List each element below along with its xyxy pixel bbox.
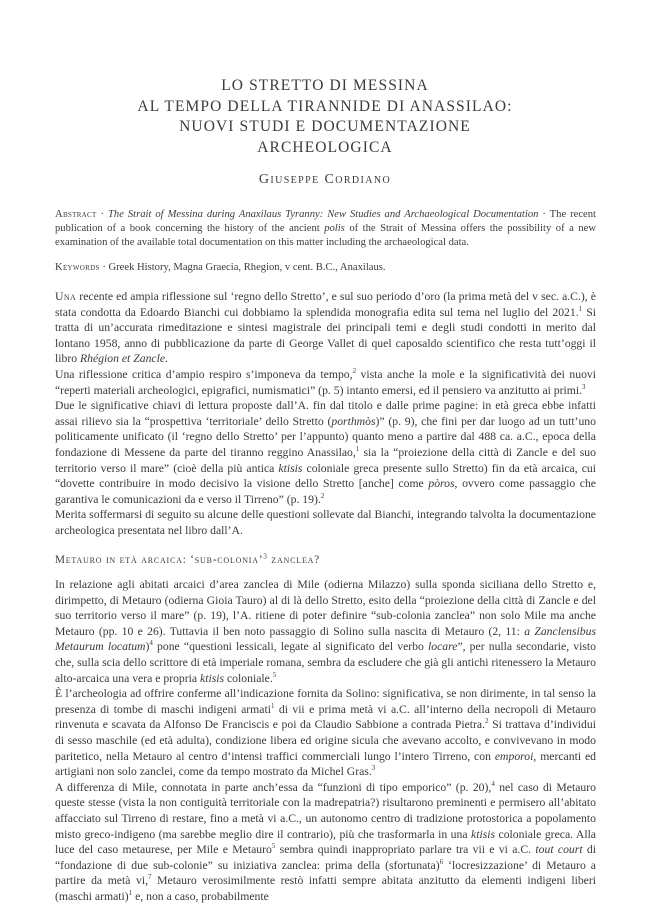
book-title: Rhégion et Zancle <box>80 352 166 366</box>
abstract-english-title: The Strait of Messina during Anaxilaus Tyranny: New Studies and Archaeological Documentation <box>108 209 539 220</box>
abstract-block <box>55 208 596 250</box>
term-ktisis: ktisis <box>200 671 225 685</box>
paragraph-3-text-c: sia la “proiezione della città di Zancle e del suo territorio verso il mare” (cioè della più antica <box>55 445 596 475</box>
term-emporoi: emporoi <box>494 749 534 763</box>
footnote-ref: 1 <box>270 701 275 710</box>
abstract-label: Abstract <box>55 209 97 220</box>
keywords-label: Keywords <box>55 262 100 273</box>
article-body <box>55 289 596 905</box>
article-author: Giuseppe Cordiano <box>258 172 392 187</box>
footnote-ref: 4 <box>491 779 495 788</box>
paragraph-2-text-a: Una riflessione critica d’ampio respiro s’imponeva da tempo, <box>55 367 353 381</box>
paragraph-1-text-b: Si tratta di un’accurata rimeditazione e sintesi magistrale dei principali temi e degli studi condotti in merito dal lontano 1958, anno di pubblicazione da parte di George Vallet di quel caposaldo scientifico che resta tutt’oggi il libro <box>55 305 597 366</box>
footnote-ref: 5 <box>272 670 277 679</box>
paragraph-6-text-c: Si trattava d’individui di sesso maschile (ed età adulta), condizione libera ed origine sicula che avevano accolto, e convivevano in modo paritetico, nella Metauro al centro d’intensi traffici commerciali lungo l’intero Tirreno, con <box>55 718 596 763</box>
paragraph-3-text-d: coloniale greca presente sullo Stretto) fin da età arcaica, cui “dovette contribuire in modo decisivo la visione dello Stretto [anche] come <box>55 461 596 491</box>
abstract-text-b: of the Strait of Messina offers the possibility of a new examination of the available total documentation on this matter including the archaeological data. <box>55 223 596 248</box>
paragraph-7-text-h: e, non a caso, probabilmente <box>132 889 269 903</box>
paragraph-5 <box>55 577 596 686</box>
paragraph-5-text-c: pone “questioni lessicali, legate al significato del verbo <box>152 640 428 654</box>
title-line-2: AL TEMPO DELLA TIRANNIDE DI ANASSILAO: <box>137 97 513 115</box>
footnote-ref: 6 <box>439 857 444 866</box>
section-heading-text-b: zanclea? <box>267 553 320 566</box>
paragraph-6 <box>55 686 596 780</box>
term-tout-court: tout court <box>535 843 583 857</box>
latin-quote: a Zanclensibus Metaurum locatum <box>55 624 597 654</box>
paragraph-1-text-c: . <box>165 352 168 366</box>
abstract-separator: · <box>96 209 109 220</box>
footnote-ref: 2 <box>320 491 325 500</box>
footnote-ref: 2 <box>352 367 357 376</box>
section-heading-text-a: Metauro in età arcaica: ‘sub-colonia’ <box>55 553 264 566</box>
paragraph-7-text-e: di “fondazione di due sub-colonie” su iniziativa zanclea: prima della (sfortunata) <box>55 843 596 872</box>
section-heading <box>55 553 596 569</box>
paragraph-1-lead: Una <box>55 290 77 303</box>
paragraph-5-text-d: ”, per nulla secondarie, visto che, sulla scia dello scrittore di età imperiale romana, sembra da escludere che già gli antichi ritenessero la Metauro alto-arcaica una vera e propria <box>55 640 597 685</box>
footnote-ref: 1 <box>128 889 133 898</box>
paragraph-3 <box>55 398 596 507</box>
footnote-ref: 3 <box>263 551 268 560</box>
footnote-ref: 2 <box>485 717 489 726</box>
paragraph-3-text-a: Due le significative chiavi di lettura proposte dall’A. fin dal titolo e dalle prime pagine: in età greca ebbe infatti assai rilievo sia la “prospettiva ‘territoriale’ dello Stretto ( <box>55 399 596 428</box>
paragraph-3-text-e: , ovvero come passaggio che garantiva le comunicazioni da e verso il Tirreno” (p. 19). <box>55 477 596 506</box>
paragraph-1 <box>55 289 596 367</box>
article-title <box>0 76 650 158</box>
title-line-4: ARCHEOLOGICA <box>257 138 393 156</box>
term-locare: locare <box>428 640 458 654</box>
paragraph-2 <box>55 367 596 398</box>
paragraph-5-text-e: coloniale. <box>224 671 273 685</box>
paragraph-6-text-a: È l’archeologia ad offrire conferme all’indicazione fornita da Solino: significativa, se non dirimente, in tal senso la presenza di tombe di maschi indigeni armati <box>55 687 596 716</box>
footnote-ref: 1 <box>578 304 583 313</box>
footnote-ref: 3 <box>371 764 376 773</box>
abstract-text-a: · The recent publication of a book concerning the history of the ancient <box>55 209 596 234</box>
term-ktisis: ktisis <box>471 827 496 841</box>
abstract-polis: polis <box>324 223 345 234</box>
paragraph-3-text-b: )” (p. 9), che fini per dar luogo ad un tutt’uno politicamente unificato (il ‘regno dello Stretto’ per l’appunto) quanto meno a partire dal 488 ca. a.C., epoca della fondazione di Messene da parte del tiranno reggino Anassilao, <box>55 414 596 459</box>
paragraph-7-text-d: sembra quindi inappropriato parlare tra vii e vi a.C. <box>275 843 536 857</box>
title-line-3: NUOVI STUDI E DOCUMENTAZIONE <box>179 118 471 135</box>
term-porthmos: porthmòs <box>331 414 376 428</box>
term-poros: pòros <box>428 477 455 491</box>
paragraph-6-text-b: di vii e prima metà vi a.C. all’interno della necropoli di Metauro rinvenuta e scavata da Alfonso De Franciscis e poi da Claudio Sabbione a contrada Pietra. <box>55 702 596 732</box>
paragraph-6-text-d: , mercanti ed artigiani non solo zanclei, come da tempo mostrato da Michel Gras. <box>55 749 596 779</box>
paragraph-7 <box>55 780 596 905</box>
keywords-text: · Greek History, Magna Graecia, Rhegion, v cent. B.C., Anaxilaus. <box>99 262 386 273</box>
footnote-ref: 4 <box>149 639 153 648</box>
paragraph-5-text-b: ) <box>145 640 150 654</box>
paragraph-1-text-a: recente ed ampia riflessione sul ‘regno dello Stretto’, e sul suo periodo d’oro (la prima metà del v sec. a.C.), è stata condotta da Edoardo Bianchi cui dobbiamo la splendida monografia edita sul tema nel luglio del 2021. <box>55 290 596 319</box>
paragraph-2-text-b: vista anche la mole e la significatività dei nuovi “reperti materiali archeologici, epigrafici, numismatici” (p. 5) intanto emersi, ed il pensiero va anzitutto ai primi. <box>55 367 597 397</box>
paragraph-7-text-a: A differenza di Mile, connotata in parte anch’essa da “funzioni di tipo emporico” (p. 20), <box>55 780 492 794</box>
footnote-ref: 3 <box>582 382 586 391</box>
paragraph-7-text-c: coloniale greca. Alla luce del caso metaurese, per Mile e Metauro <box>55 827 596 857</box>
paragraph-7-text-g: Metauro verosimilmente restò infatti sempre abitata anzitutto da elementi indigeni liberi (maschi armati) <box>55 874 596 903</box>
footnote-ref: 7 <box>148 873 152 882</box>
paragraph-7-text-b: nel caso di Metauro queste stesse (vista la non contiguità territoriale con la madrepatria?) risultarono preminenti e permisero all’abitato affacciato sul Tirreno di restare, fino a metà vi a.C., un autonomo centro di tradizione protostorica a popolamento misto greco-indigeno (ma sarebbe meglio dire il contrario), più che trasformarla in una <box>55 780 597 841</box>
paragraph-7-text-f: ‘locresizzazione’ di Metauro a partire da metà vi, <box>55 858 596 888</box>
keywords-block <box>55 261 596 275</box>
footnote-ref: 5 <box>271 842 276 851</box>
paragraph-4: Merita soffermarsi di seguito su alcune delle questioni sollevate dal Bianchi, integrando talvolta la documentazione archeologica presentata nel libro dall’A. <box>55 508 596 537</box>
title-line-1: LO STRETTO DI MESSINA <box>221 77 429 94</box>
term-ktisis: ktisis <box>278 461 303 475</box>
footnote-ref: 1 <box>355 445 360 454</box>
paragraph-5-text-a: In relazione agli abitati arcaici d’area zanclea di Mile (odierna Milazzo) sulla sponda siciliana dello Stretto e, dirimpetto, di Metauro (odierna Gioia Tauro) al di là dello Stretto, esito della “proiezione della città di Zancle e del suo territorio verso il mare” (p. 19), l’A. ritiene di poter definire “sub-colonia zanclea” non solo Mile ma anche Metauro (pp. 10 e 26). Tuttavia il ben noto passaggio di Solino sulla nascita di Metauro (2, 11: <box>55 578 596 638</box>
